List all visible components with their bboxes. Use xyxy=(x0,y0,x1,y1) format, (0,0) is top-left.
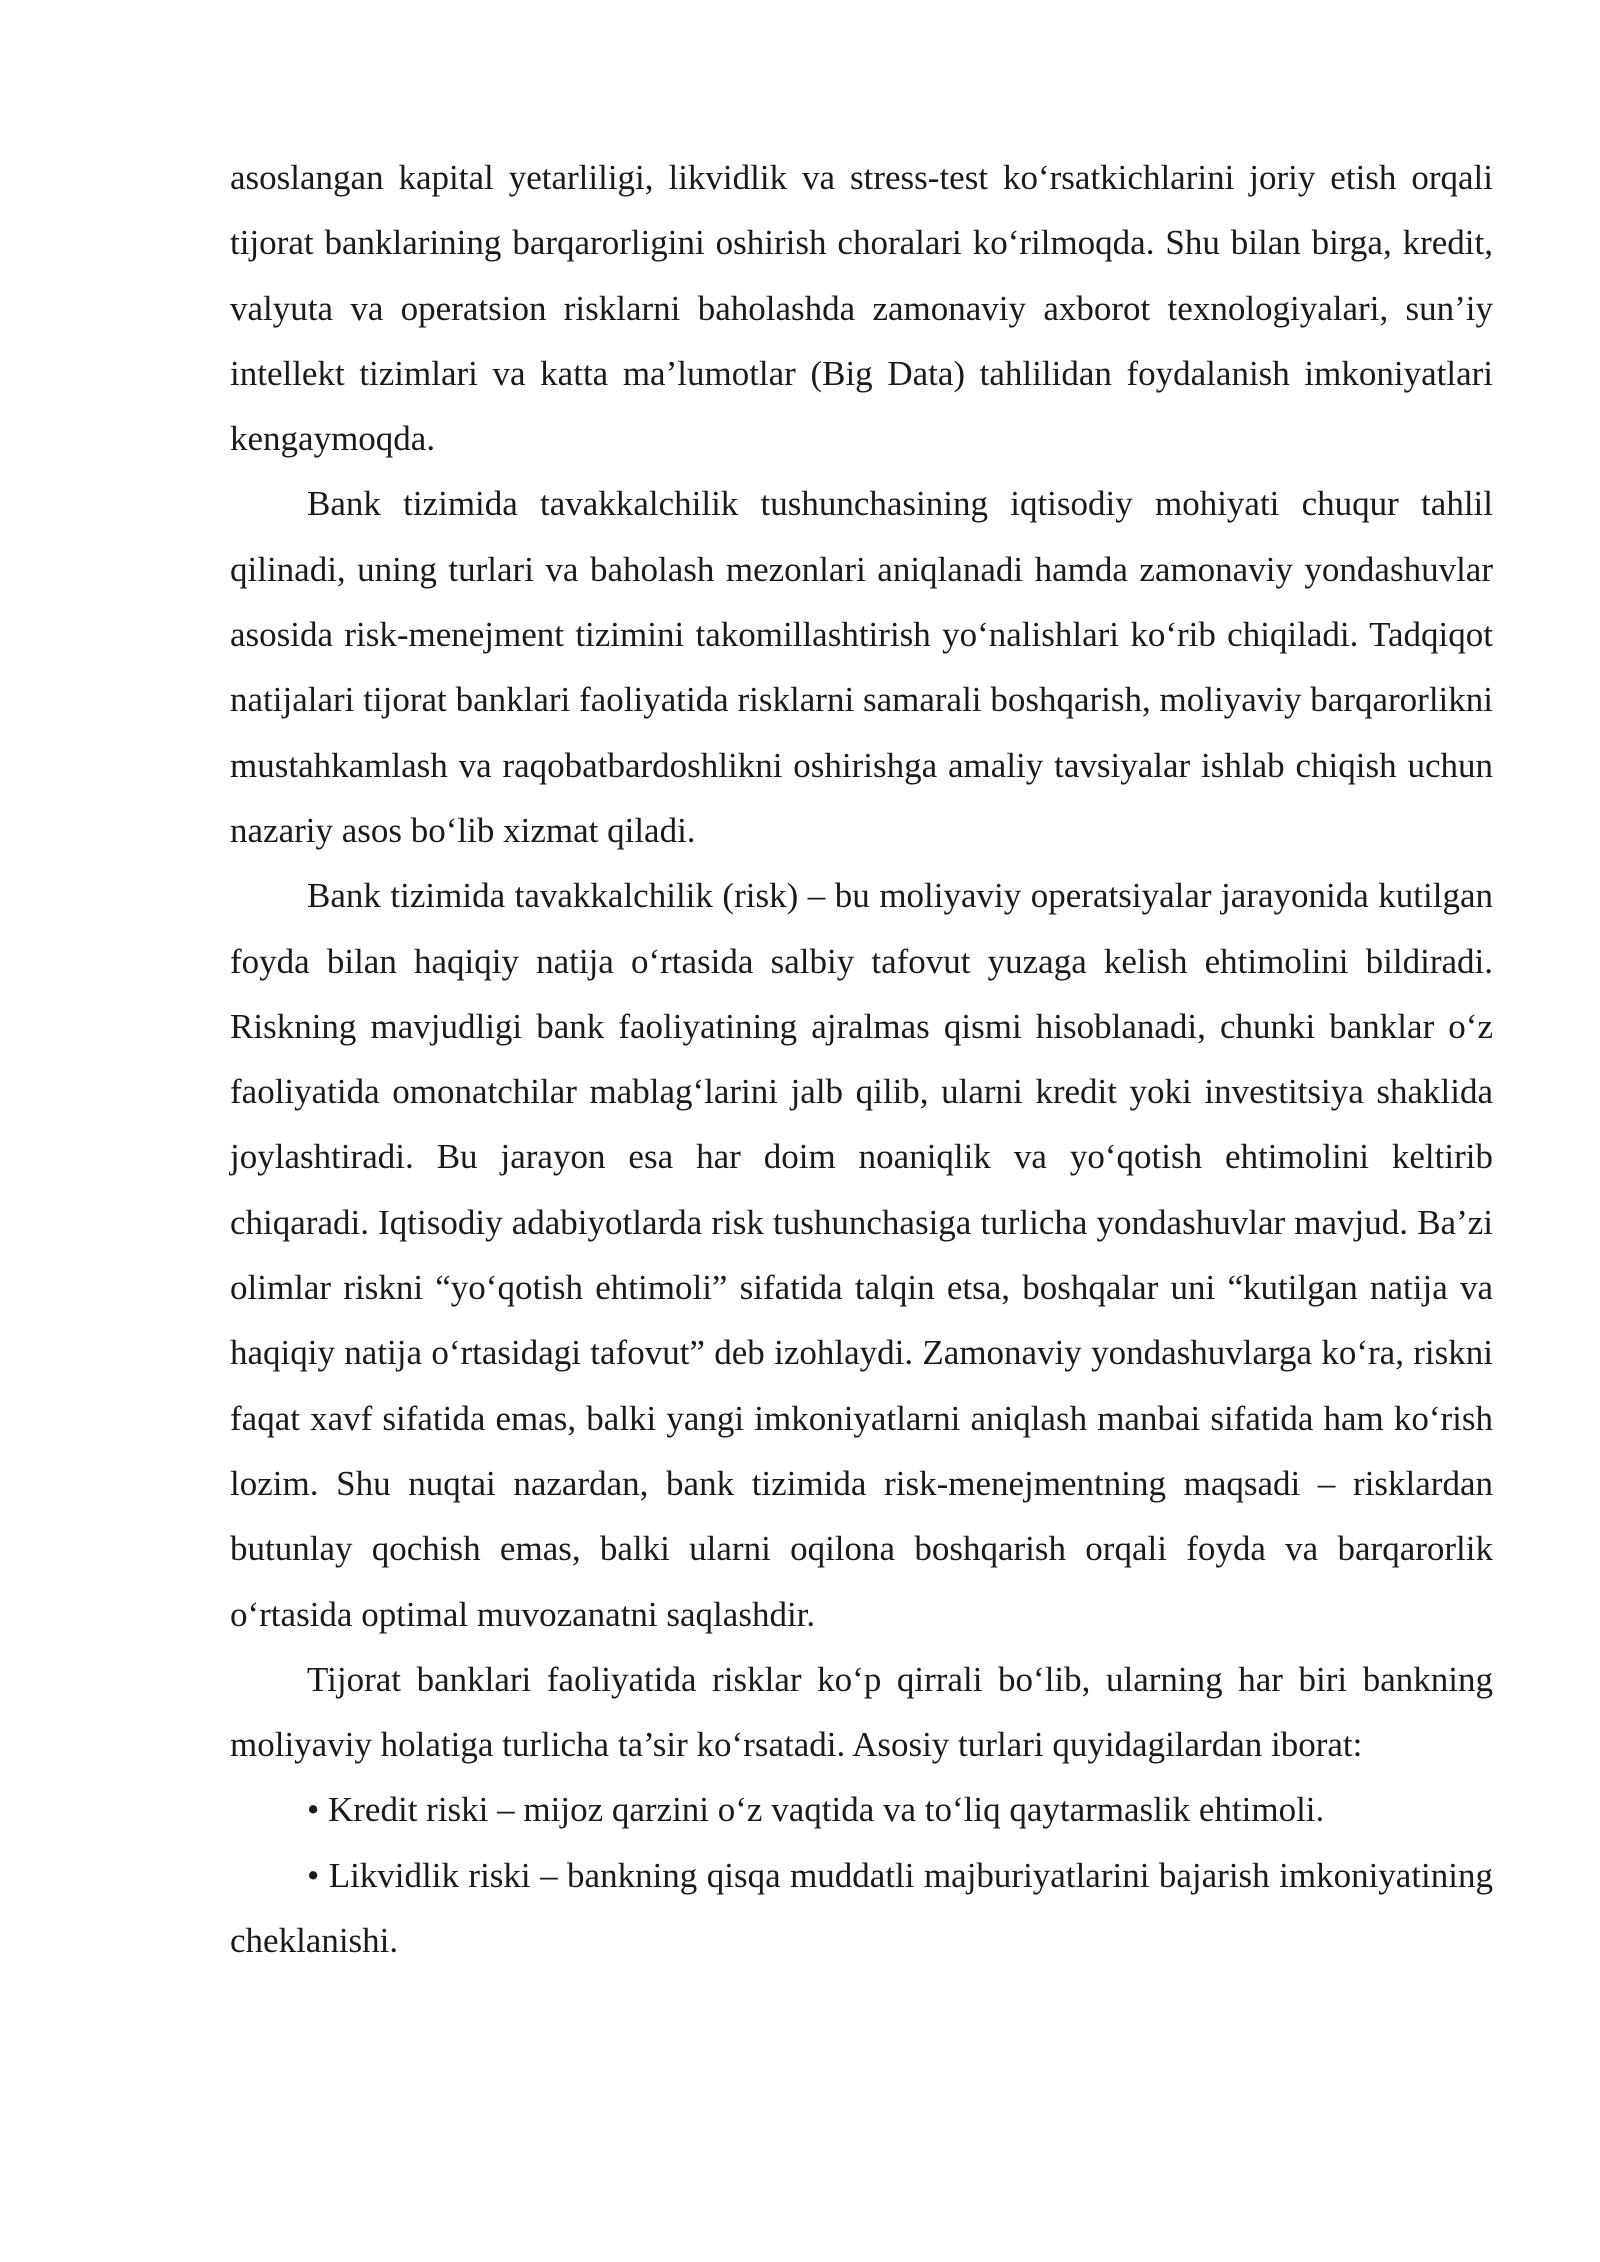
paragraph-risk-definition: Bank tizimida tavakkalchilik (risk) – bu moliyaviy operatsiyalar jarayonida kutilgan foyda bilan haqiqiy natija o‘rtasida salbiy tafovut yuzaga kelish ehtimolini bildiradi. Riskning mavjudligi bank faoliyatining ajralmas qismi hisoblanadi, chunki banklar o‘z faoliyatida omonatchilar mablag‘larini jalb qilib, ularni kredit yoki investitsiya shaklida joylashtiradi. Bu jarayon esa har doim noaniqlik va yo‘qotish ehtimolini keltirib chiqaradi. Iqtisodiy adabiyotlarda risk tushunchasiga turlicha yondashuvlar mavjud. Ba’zi olimlar riskni “yo‘qotish ehtimoli” sifatida talqin etsa, boshqalar uni “kutilgan natija va haqiqiy natija o‘rtasidagi tafovut” deb izohlaydi. Zamonaviy yondashuvlarga ko‘ra, riskni faqat xavf sifatida emas, balki yangi imkoniyatlarni aniqlash manbai sifatida ham ko‘rish lozim. Shu nuqtai nazardan, bank tizimida risk-menejmentning maqsadi – risklardan butunlay qochish emas, balki ularni oqilona boshqarish orqali foyda va barqarorlik o‘rtasida optimal muvozanatni saqlashdir. xyxy=(230,876,1493,1634)
list-item-liquidity-risk: • Likvidlik riski – bankning qisqa muddatli majburiyatlarini bajarish imkoniyatining cheklanishi. xyxy=(230,1855,1493,1961)
document-body xyxy=(230,145,1493,1973)
paragraph-risk-types-intro: Tijorat banklari faoliyatida risklar ko‘p qirrali bo‘lib, ularning har biri bankning moliyaviy holatiga turlicha ta’sir ko‘rsatadi. Asosiy turlari quyidagilardan iborat: xyxy=(230,1659,1493,1765)
paragraph-research-scope: Bank tizimida tavakkalchilik tushunchasining iqtisodiy mohiyati chuqur tahlil qilinadi, uning turlari va baholash mezonlari aniqlanadi hamda zamonaviy yondashuvlar asosida risk-menejment tizimini takomillashtirish yo‘nalishlari ko‘rib chiqiladi. Tadqiqot natijalari tijorat banklari faoliyatida risklarni samarali boshqarish, moliyaviy barqarorlikni mustahkamlash va raqobatbardoshlikni oshirishga amaliy tavsiyalar ishlab chiqish uchun nazariy asos bo‘lib xizmat qiladi. xyxy=(230,484,1493,850)
list-item-credit-risk: • Kredit riski – mijoz qarzini o‘z vaqtida va to‘liq qaytarmaslik ehtimoli. xyxy=(307,1790,1325,1830)
paragraph-continuation: asoslangan kapital yetarliligi, likvidlik va stress-test ko‘rsatkichlarini joriy etish orqali tijorat banklarining barqarorligini oshirish choralari ko‘rilmoqda. Shu bilan birga, kredit, valyuta va operatsion risklarni baholashda zamonaviy axborot texnologiyalari, sun’iy intellekt tizimlari va katta ma’lumotlar (Big Data) tahlilidan foydalanish imkoniyatlari kengaymoqda. xyxy=(230,158,1493,459)
